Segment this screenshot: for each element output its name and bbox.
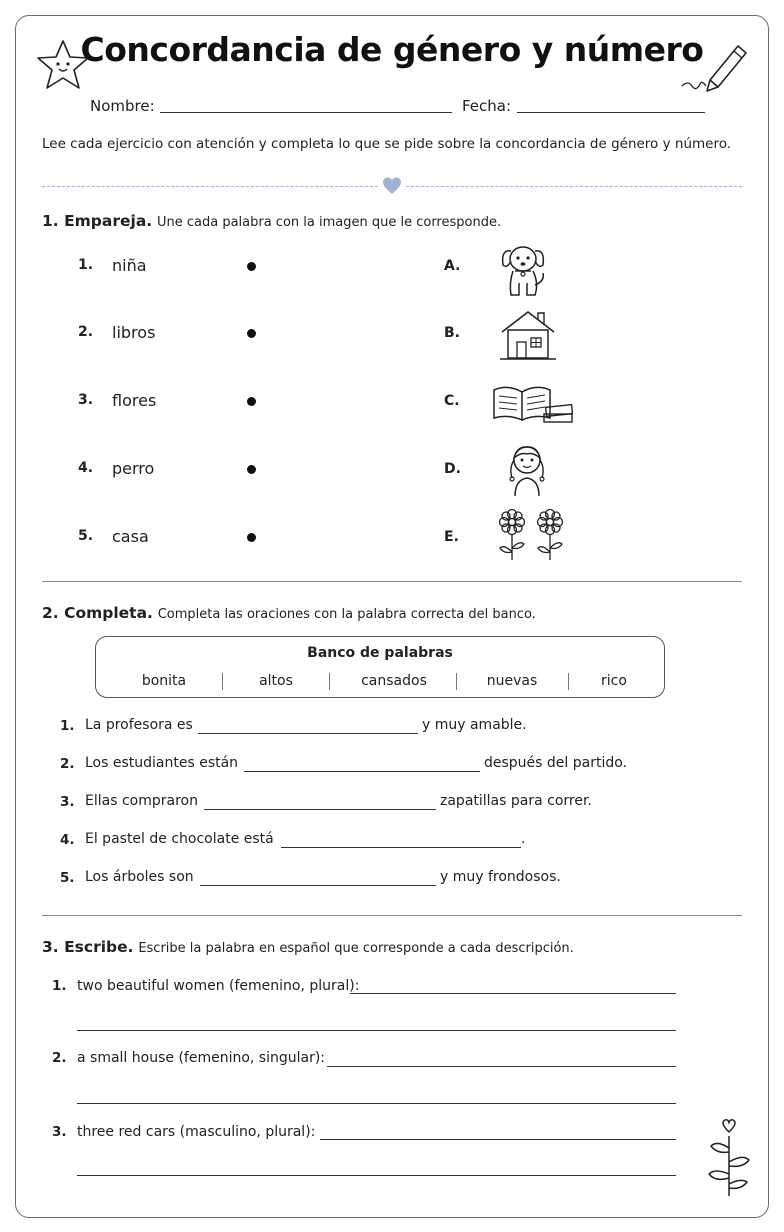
sentence-end: zapatillas para correr. xyxy=(440,793,592,809)
match-item-number: 1. xyxy=(78,257,94,273)
bank-word: cansados xyxy=(361,673,427,689)
sentence-number: 4. xyxy=(60,832,75,848)
match-dot[interactable] xyxy=(247,465,256,474)
item-prompt: two beautiful women (femenino, plural): xyxy=(77,978,360,994)
sentence-blank[interactable] xyxy=(244,771,480,772)
sentence-start: El pastel de chocolate está xyxy=(85,831,274,847)
answer-line[interactable] xyxy=(320,1139,676,1140)
bank-word: rico xyxy=(601,673,627,689)
sentence-number: 5. xyxy=(60,870,75,886)
section2-description: Completa las oraciones con la palabra correcta del banco. xyxy=(157,607,536,622)
house-icon xyxy=(498,308,558,362)
sentence-end: después del partido. xyxy=(484,755,628,771)
match-item-number: 2. xyxy=(78,324,94,340)
page-title: Concordancia de género y número xyxy=(80,30,704,69)
date-field[interactable] xyxy=(517,112,705,113)
bank-word: nuevas xyxy=(486,673,538,689)
bank-word: altos xyxy=(259,673,293,689)
match-word: niña xyxy=(112,256,147,275)
sentence-end: . xyxy=(521,831,526,847)
section3-description: Escribe la palabra en español que corresponde a cada descripción. xyxy=(138,941,574,956)
sentence-number: 2. xyxy=(60,756,75,772)
item-prompt: three red cars (masculino, plural): xyxy=(77,1124,316,1140)
section3-heading: 3. Escribe. xyxy=(42,938,134,956)
sentence-blank[interactable] xyxy=(200,885,436,886)
books-icon xyxy=(490,380,576,426)
match-dot[interactable] xyxy=(247,397,256,406)
section-divider xyxy=(42,581,742,582)
answer-line[interactable] xyxy=(77,1103,676,1104)
date-label: Fecha: xyxy=(462,97,512,115)
answer-line[interactable] xyxy=(77,1175,676,1176)
sentence-number: 3. xyxy=(60,794,75,810)
instructions-text: Lee cada ejercicio con atención y completa lo que se pide sobre la concordancia de género y número. xyxy=(42,136,732,152)
word-bank-title: Banco de palabras xyxy=(307,645,453,661)
match-item-number: 3. xyxy=(78,392,94,408)
section1-heading: 1. Empareja. xyxy=(42,212,153,230)
match-item-number: 4. xyxy=(78,460,94,476)
match-dot[interactable] xyxy=(247,329,256,338)
match-dot[interactable] xyxy=(247,533,256,542)
option-letter: C. xyxy=(444,393,460,409)
answer-line[interactable] xyxy=(327,1066,676,1067)
dashed-divider xyxy=(406,186,742,187)
match-item-number: 5. xyxy=(78,528,94,544)
sentence-start: La profesora es xyxy=(85,717,193,733)
sentence-start: Los árboles son xyxy=(85,869,194,885)
sentence-blank[interactable] xyxy=(198,733,418,734)
answer-line[interactable] xyxy=(77,1030,676,1031)
section2-heading: 2. Completa. xyxy=(42,604,153,622)
sentence-number: 1. xyxy=(60,718,75,734)
option-letter: A. xyxy=(444,258,461,274)
bank-separator xyxy=(329,673,330,690)
item-number: 1. xyxy=(52,978,67,994)
word-bank xyxy=(95,636,665,698)
section-divider xyxy=(42,915,742,916)
match-word: libros xyxy=(112,323,156,342)
dog-icon xyxy=(497,237,549,299)
bank-word: bonita xyxy=(141,673,187,689)
option-letter: E. xyxy=(444,529,459,545)
section1-title xyxy=(42,212,501,230)
item-prompt: a small house (femenino, singular): xyxy=(77,1050,326,1066)
sentence-start: Ellas compraron xyxy=(85,793,198,809)
sentence-blank[interactable] xyxy=(204,809,436,810)
match-word: perro xyxy=(112,459,155,478)
bank-separator xyxy=(568,673,569,690)
section2-title xyxy=(42,604,536,622)
sentence-end: y muy frondosos. xyxy=(440,869,561,885)
bank-separator xyxy=(456,673,457,690)
match-word: casa xyxy=(112,527,149,546)
answer-line[interactable] xyxy=(350,993,676,994)
section1-description: Une cada palabra con la imagen que le corresponde. xyxy=(156,215,502,230)
sentence-end: y muy amable. xyxy=(422,717,527,733)
match-word: flores xyxy=(112,391,157,410)
heart-icon xyxy=(382,177,402,195)
flowers-icon xyxy=(495,508,567,564)
girl-icon xyxy=(503,438,551,498)
sentence-start: Los estudiantes están xyxy=(85,755,239,771)
item-number: 2. xyxy=(52,1050,67,1066)
match-dot[interactable] xyxy=(247,262,256,271)
name-field[interactable] xyxy=(160,112,452,113)
dashed-divider xyxy=(42,186,378,187)
name-label: Nombre: xyxy=(90,97,155,115)
option-letter: D. xyxy=(444,461,461,477)
option-letter: B. xyxy=(444,325,460,341)
bank-separator xyxy=(222,673,223,690)
sentence-blank[interactable] xyxy=(281,847,521,848)
item-number: 3. xyxy=(52,1124,67,1140)
section3-title xyxy=(42,938,574,956)
plant-icon xyxy=(703,1118,755,1200)
